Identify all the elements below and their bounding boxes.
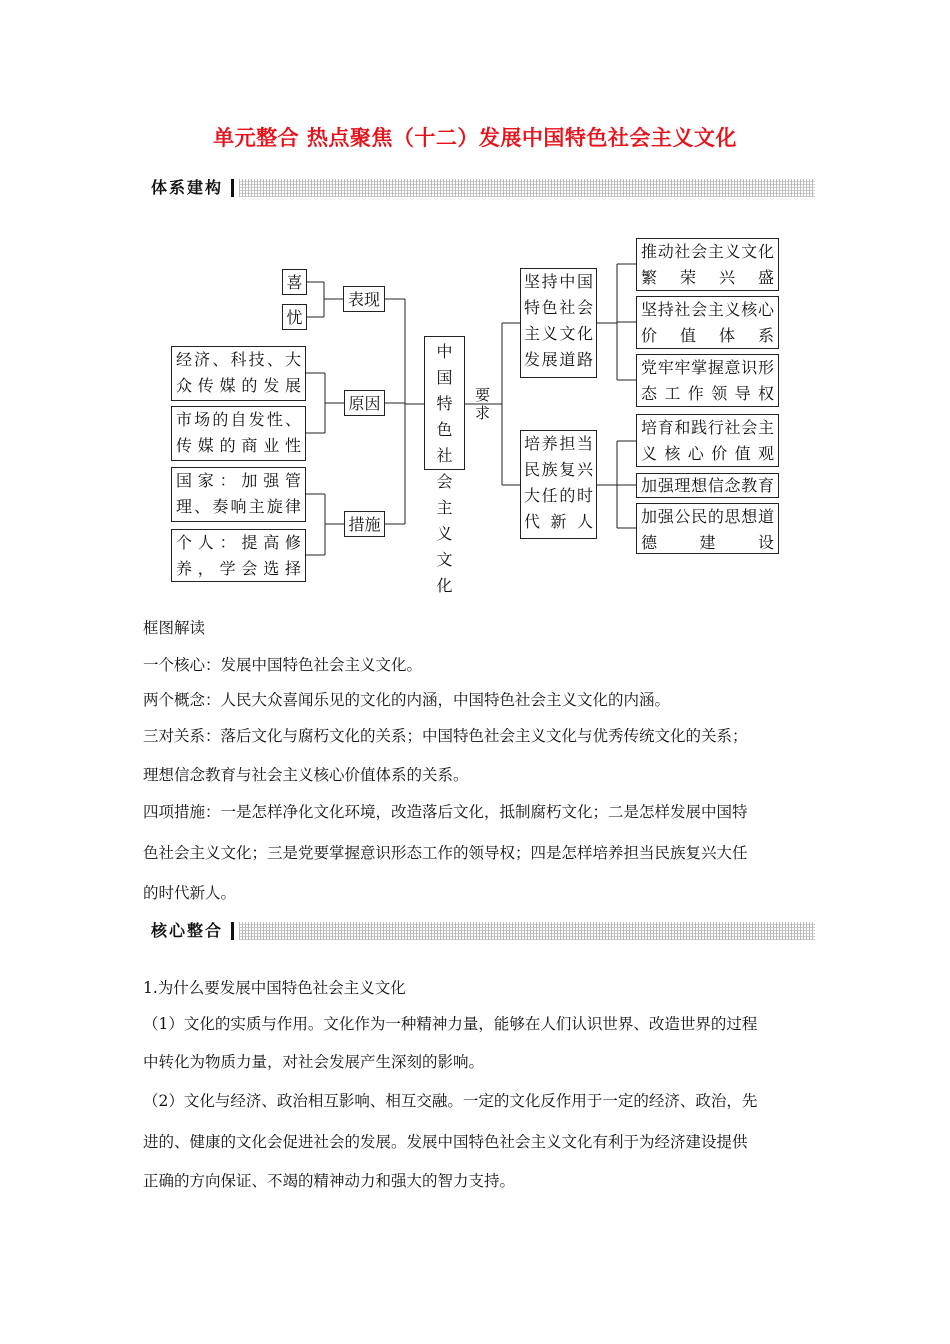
- box-you: 忧: [282, 304, 307, 330]
- interpret-line-4c: 的时代新人。: [143, 884, 237, 902]
- box-cause-2: 市场的自发性、传媒的商业性: [171, 406, 306, 461]
- box-r4: 培育和践行社会主义核心价值观: [636, 414, 779, 467]
- box-newpeople: 培养担当民族复兴大任的时代新人: [520, 430, 597, 539]
- box-r6: 加强公民的思想道德建设: [636, 503, 779, 554]
- box-center: 中国特色社会主义文化: [424, 336, 465, 470]
- interpret-line-3a: 三对关系：落后文化与腐朽文化的关系；中国特色社会主义文化与优秀传统文化的关系；: [143, 727, 748, 745]
- box-biaoxian: 表现: [343, 286, 385, 312]
- core-p2b: 进的、健康的文化会促进社会的发展。发展中国特色社会主义文化有利于为经济建设提供: [143, 1133, 748, 1151]
- interpret-line-1: 一个核心：发展中国特色社会主义文化。: [143, 656, 423, 674]
- box-yuanyin: 原因: [344, 390, 385, 416]
- header-hatch: [239, 922, 815, 940]
- page-title: 单元整合 热点聚焦（十二）发展中国特色社会主义文化: [213, 126, 737, 150]
- box-cuoshi: 措施: [344, 511, 385, 537]
- box-r2: 坚持社会主义核心价值体系: [636, 296, 779, 349]
- interpret-line-4b: 色社会主义文化；三是党要掌握意识形态工作的领导权；四是怎样培养担当民族复兴大任: [143, 844, 748, 862]
- core-p1b: 中转化为物质力量，对社会发展产生深刻的影响。: [143, 1053, 485, 1071]
- core-p2a: （2）文化与经济、政治相互影响、相互交融。一定的文化反作用于一定的经济、政治，先: [143, 1092, 758, 1110]
- box-r5: 加强理想信念教育: [636, 473, 779, 498]
- diagram-connectors: [0, 0, 950, 600]
- interpret-heading: 框图解读: [143, 619, 206, 637]
- section-header-core: [143, 921, 815, 941]
- section-label: 核心整合: [143, 921, 229, 941]
- interpret-line-3b: 理想信念教育与社会主义核心价值体系的关系。: [143, 766, 469, 784]
- interpret-line-4a: 四项措施：一是怎样净化文化环境，改造落后文化，抵制腐朽文化；二是怎样发展中国特: [143, 803, 748, 821]
- box-xi: 喜: [282, 269, 307, 295]
- section-label: 体系建构: [143, 178, 229, 198]
- box-measure-2: 个人：提高修养，学会选择: [171, 529, 306, 582]
- core-p1a: （1）文化的实质与作用。文化作为一种精神力量，能够在人们认识世界、改造世界的过程: [143, 1015, 758, 1033]
- label-yaoqiu: 要求: [475, 386, 491, 422]
- box-cause-1: 经济、科技、大众传媒的发展: [171, 346, 306, 401]
- header-bar-right: [231, 922, 234, 940]
- interpret-line-2: 两个概念：人民大众喜闻乐见的文化的内涵，中国特色社会主义文化的内涵。: [143, 691, 671, 709]
- box-r1: 推动社会主义文化繁荣兴盛: [636, 238, 779, 291]
- core-p2c: 正确的方向保证、不竭的精神动力和强大的智力支持。: [143, 1172, 516, 1190]
- box-measure-1: 国家：加强管理、奏响主旋律: [171, 467, 306, 522]
- box-road: 坚持中国特色社会主义文化发展道路: [520, 268, 597, 378]
- core-question-1: 1.为什么要发展中国特色社会主义文化: [143, 979, 406, 997]
- box-r3: 党牢牢掌握意识形态工作领导权: [636, 354, 779, 407]
